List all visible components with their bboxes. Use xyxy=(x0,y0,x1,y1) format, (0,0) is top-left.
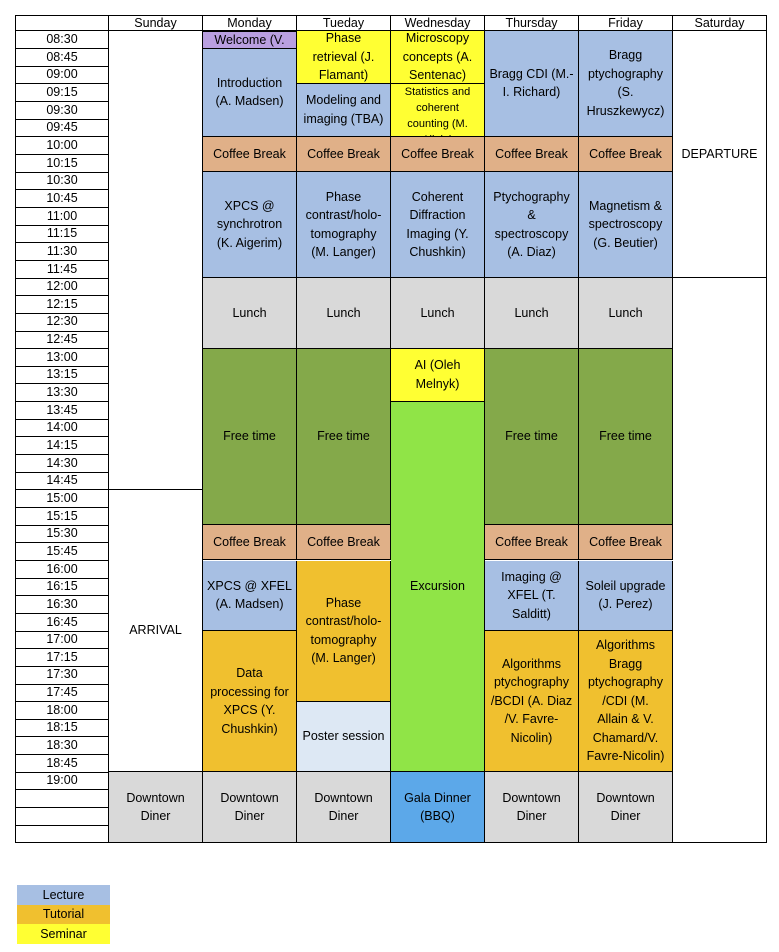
downtown-diner: Downtown Diner xyxy=(485,772,579,843)
lunch: Lunch xyxy=(203,278,297,349)
time-label: 16:45 xyxy=(15,613,109,631)
time-label: 08:30 xyxy=(15,31,109,49)
time-label: 11:30 xyxy=(15,243,109,261)
ai-seminar: AI (Oleh Melnyk) xyxy=(391,349,485,402)
header-corner xyxy=(15,15,109,31)
time-label: 15:30 xyxy=(15,525,109,543)
algorithms-ptychography-bcdi: Algorithms ptychography /BCDI (A. Diaz /V. Favre- Nicolin) xyxy=(485,631,579,772)
time-label: 14:15 xyxy=(15,437,109,455)
gala-dinner: Gala Dinner (BBQ) xyxy=(391,772,485,843)
lunch: Lunch xyxy=(391,278,485,349)
time-label: 10:00 xyxy=(15,137,109,155)
grid-bottom-border xyxy=(15,842,767,843)
xpcs-xfel: XPCS @ XFEL (A. Madsen) xyxy=(203,561,297,632)
poster-session: Poster session xyxy=(297,702,391,773)
day-header-monday: Monday xyxy=(203,15,297,31)
introduction: Introduction (A. Madsen) xyxy=(203,49,297,137)
downtown-diner: Downtown Diner xyxy=(297,772,391,843)
time-label: 15:00 xyxy=(15,490,109,508)
time-label: 14:30 xyxy=(15,455,109,473)
lunch: Lunch xyxy=(579,278,673,349)
coffee-break: Coffee Break xyxy=(485,137,579,172)
downtown-diner: Downtown Diner xyxy=(203,772,297,843)
microscopy-concepts: Microscopy concepts (A. Sentenac) xyxy=(391,31,485,84)
time-label: 17:15 xyxy=(15,649,109,667)
coffee-break: Coffee Break xyxy=(485,525,579,560)
day-header-tueday: Tueday xyxy=(297,15,391,31)
time-label: 18:45 xyxy=(15,755,109,773)
magnetism-spectroscopy: Magnetism & spectroscopy (G. Beutier) xyxy=(579,172,673,278)
modeling-imaging: Modeling and imaging (TBA) xyxy=(297,84,391,137)
lunch: Lunch xyxy=(297,278,391,349)
phase-contrast-tutorial: Phase contrast/holo- tomography (M. Langer) xyxy=(297,561,391,702)
excursion: Excursion xyxy=(391,402,485,773)
time-label: 09:00 xyxy=(15,66,109,84)
legend-tutorial: Tutorial xyxy=(17,905,110,925)
sunday-empty xyxy=(109,31,203,490)
coherent-diffraction-imaging: Coherent Diffraction Imaging (Y. Chushkin) xyxy=(391,172,485,278)
bragg-cdi: Bragg CDI (M.- I. Richard) xyxy=(485,31,579,137)
time-label: 18:00 xyxy=(15,702,109,720)
time-label: 08:45 xyxy=(15,49,109,67)
data-processing-xpcs: Data processing for XPCS (Y. Chushkin) xyxy=(203,631,297,772)
time-blank xyxy=(15,790,109,808)
time-label: 15:45 xyxy=(15,543,109,561)
arrival: ARRIVAL xyxy=(109,490,203,772)
time-label: 14:45 xyxy=(15,472,109,490)
time-label: 17:45 xyxy=(15,684,109,702)
welcome: Welcome (V. xyxy=(203,31,297,49)
time-label: 19:00 xyxy=(15,772,109,790)
time-label: 16:15 xyxy=(15,578,109,596)
time-label: 10:30 xyxy=(15,172,109,190)
imaging-xfel: Imaging @ XFEL (T. Salditt) xyxy=(485,561,579,632)
coffee-break: Coffee Break xyxy=(203,525,297,560)
saturday-empty xyxy=(673,278,767,843)
phase-retrieval: Phase retrieval (J. Flamant) xyxy=(297,31,391,84)
time-label: 12:15 xyxy=(15,296,109,314)
downtown-diner: Downtown Diner xyxy=(579,772,673,843)
free-time: Free time xyxy=(297,349,391,526)
downtown-diner: Downtown Diner xyxy=(109,772,203,843)
free-time: Free time xyxy=(579,349,673,526)
coffee-break: Coffee Break xyxy=(391,137,485,172)
xpcs-synchrotron: XPCS @ synchrotron (K. Aigerim) xyxy=(203,172,297,278)
time-label: 11:00 xyxy=(15,208,109,226)
time-label: 14:00 xyxy=(15,419,109,437)
time-label: 09:30 xyxy=(15,102,109,120)
time-label: 16:30 xyxy=(15,596,109,614)
time-label: 09:15 xyxy=(15,84,109,102)
time-label: 12:00 xyxy=(15,278,109,296)
time-label: 10:45 xyxy=(15,190,109,208)
time-label: 11:15 xyxy=(15,225,109,243)
time-label: 17:00 xyxy=(15,631,109,649)
legend-lecture: Lecture xyxy=(17,885,110,905)
free-time: Free time xyxy=(485,349,579,526)
day-header-thursday: Thursday xyxy=(485,15,579,31)
day-header-sunday: Sunday xyxy=(109,15,203,31)
soleil-upgrade: Soleil upgrade (J. Perez) xyxy=(579,561,673,632)
time-label: 18:15 xyxy=(15,719,109,737)
day-header-friday: Friday xyxy=(579,15,673,31)
free-time: Free time xyxy=(203,349,297,526)
day-header-wednesday: Wednesday xyxy=(391,15,485,31)
time-label: 13:30 xyxy=(15,384,109,402)
departure: DEPARTURE xyxy=(673,31,767,278)
time-label: 17:30 xyxy=(15,666,109,684)
time-label: 15:15 xyxy=(15,508,109,526)
time-label: 13:00 xyxy=(15,349,109,367)
time-label: 11:45 xyxy=(15,260,109,278)
coffee-break: Coffee Break xyxy=(297,525,391,560)
time-label: 09:45 xyxy=(15,119,109,137)
coffee-break: Coffee Break xyxy=(579,137,673,172)
statistics-counting: Statistics and coherent counting (M. xyxy=(391,84,485,137)
algorithms-bragg-ptychography: Algorithms Bragg ptychography /CDI (M. Allain & V. Chamard/V. Favre-Nicolin) xyxy=(579,631,673,772)
time-label: 12:30 xyxy=(15,313,109,331)
time-label: 16:00 xyxy=(15,561,109,579)
coffee-break: Coffee Break xyxy=(203,137,297,172)
bragg-ptychography: Bragg ptychography (S. Hruszkewycz) xyxy=(579,31,673,137)
time-label: 18:30 xyxy=(15,737,109,755)
time-label: 12:45 xyxy=(15,331,109,349)
coffee-break: Coffee Break xyxy=(297,137,391,172)
ptychography-spectroscopy: Ptychography & spectroscopy (A. Diaz) xyxy=(485,172,579,278)
lunch: Lunch xyxy=(485,278,579,349)
coffee-break: Coffee Break xyxy=(579,525,673,560)
time-label: 13:15 xyxy=(15,366,109,384)
phase-contrast-lecture: Phase contrast/holo- tomography (M. Langer) xyxy=(297,172,391,278)
time-label: 10:15 xyxy=(15,155,109,173)
time-blank xyxy=(15,825,109,843)
day-header-saturday: Saturday xyxy=(673,15,767,31)
time-blank xyxy=(15,808,109,826)
legend-seminar: Seminar xyxy=(17,924,110,944)
time-label: 13:45 xyxy=(15,402,109,420)
